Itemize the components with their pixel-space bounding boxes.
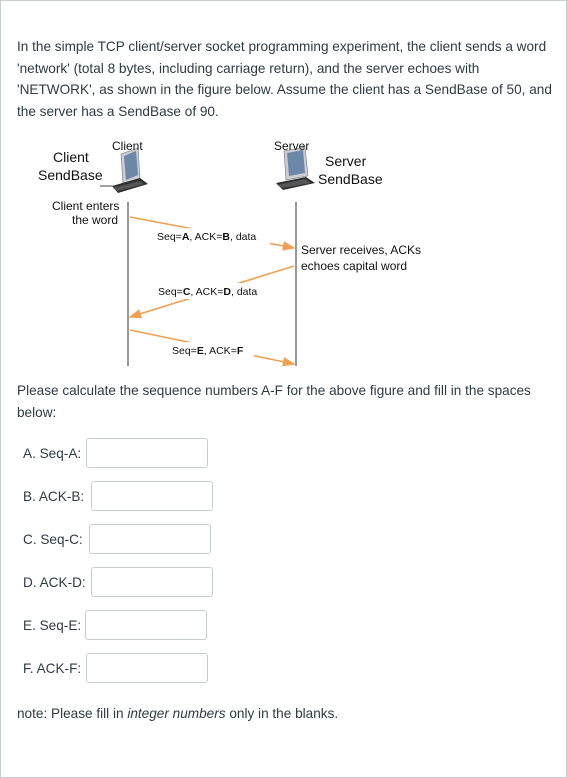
- msg2-seq-var: C: [182, 286, 191, 298]
- field-row-ack-d: [23, 565, 213, 599]
- msg3-seq-prefix: Seq=: [172, 345, 197, 357]
- client-enters-line2: the word: [72, 213, 119, 227]
- seq-e-label: E. Seq-E:: [23, 617, 82, 633]
- ack-b-label: B. ACK-B:: [23, 488, 85, 504]
- msg2-suffix: , data: [231, 286, 258, 298]
- ack-b-input[interactable]: [91, 481, 213, 511]
- question-prompt: Please calculate the sequence numbers A-F for the above figure and fill in the spaces below:: [17, 383, 531, 420]
- field-row-ack-b: [23, 479, 213, 513]
- msg3-ack-var: F: [236, 345, 244, 357]
- msg2-seq-prefix: Seq=: [158, 286, 183, 298]
- note-before: note: Please fill in: [17, 706, 128, 721]
- msg2-ack-var: D: [223, 286, 231, 298]
- client-sendbase-line2: SendBase: [38, 167, 103, 183]
- server-receives-line1: Server receives, ACKs: [301, 243, 422, 257]
- note-text: [17, 706, 338, 721]
- msg1-seq-prefix: Seq=: [157, 231, 182, 243]
- diagram-svg: [0, 130, 567, 380]
- msg1-label: [157, 231, 256, 243]
- seq-c-label: C. Seq-C:: [23, 531, 83, 547]
- note-after: only in the blanks.: [225, 706, 339, 721]
- ack-d-input[interactable]: [91, 567, 213, 597]
- msg1-ack-var: B: [222, 231, 230, 243]
- field-row-seq-c: [23, 522, 211, 556]
- seq-a-input[interactable]: [86, 438, 208, 468]
- msg3-label: [172, 345, 244, 357]
- server-sendbase-line2: SendBase: [318, 171, 383, 187]
- question-intro: In the simple TCP client/server socket programming experiment, the client sends a word 'network' (total 8 bytes, including carriage return), and the server echoes with 'NETWORK', as shown in the figure below. Assume the client has a SendBase of 50, and the server has a SendBase of 90.: [17, 39, 552, 119]
- msg3-seq-var: E: [196, 345, 204, 357]
- msg1-ack-prefix: , ACK=: [189, 231, 223, 243]
- client-sendbase-line1: Client: [53, 149, 89, 165]
- msg1-seq-var: A: [181, 231, 190, 243]
- server-sendbase-line1: Server: [325, 153, 367, 169]
- field-row-seq-a: [23, 436, 208, 470]
- field-row-seq-e: [23, 608, 207, 642]
- server-title: Server: [274, 139, 310, 153]
- server-receives-line2: echoes capital word: [301, 259, 408, 273]
- ack-d-label: D. ACK-D:: [23, 574, 86, 590]
- seq-a-label: A. Seq-A:: [23, 445, 82, 461]
- seq-e-input[interactable]: [85, 610, 207, 640]
- server-computer-icon: [276, 147, 315, 190]
- ack-f-label: F. ACK-F:: [23, 660, 82, 676]
- msg2-ack-prefix: , ACK=: [190, 286, 224, 298]
- client-enters-line1: Client enters: [52, 199, 120, 213]
- client-title: Client: [112, 139, 143, 153]
- seq-c-input[interactable]: [89, 524, 211, 554]
- ack-f-input[interactable]: [86, 653, 208, 683]
- msg1-suffix: , data: [230, 231, 257, 243]
- msg2-label: [158, 286, 257, 298]
- msg3-ack-prefix: , ACK=: [203, 345, 237, 357]
- field-row-ack-f: [23, 651, 208, 685]
- tcp-sequence-diagram: [0, 130, 567, 380]
- note-emphasis: integer numbers: [127, 706, 226, 721]
